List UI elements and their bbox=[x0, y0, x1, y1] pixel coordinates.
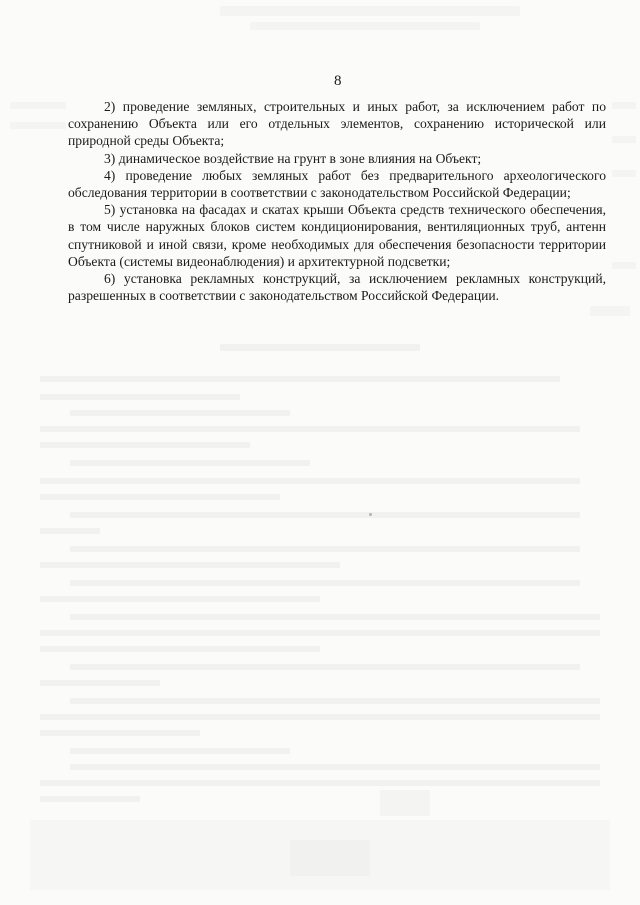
document-body bbox=[68, 98, 606, 304]
list-item: 4) проведение любых земляных работ без предварительного археологического обследования территории в соответствии с законодательством Российской Федерации; bbox=[68, 167, 606, 201]
list-item: 3) динамическое воздействие на грунт в зоне влияния на Объект; bbox=[104, 150, 482, 166]
list-item: 2) проведение земляных, строительных и иных работ, за исключением работ по сохранению Объекта или его отдельных элементов, сохранению исторической или природной среды Объекта; bbox=[68, 99, 606, 149]
list-item: 6) установка рекламных конструкций, за исключением рекламных конструкций, разрешенных в соответствии с законодательством Российской Федерации. bbox=[68, 271, 606, 304]
page-number: 8 bbox=[334, 73, 342, 89]
list-item: 5) установка на фасадах и скатах крыши Объекта средств технического обеспечения, в том числе наружных блоков систем кондиционирования, вентиляционных труб, антенн спутниковой и иной связи, кроме необходимых для обеспечения безопасности территории Объекта (системы видеонаблюдения) и архитектурной подсветки; bbox=[68, 202, 606, 269]
